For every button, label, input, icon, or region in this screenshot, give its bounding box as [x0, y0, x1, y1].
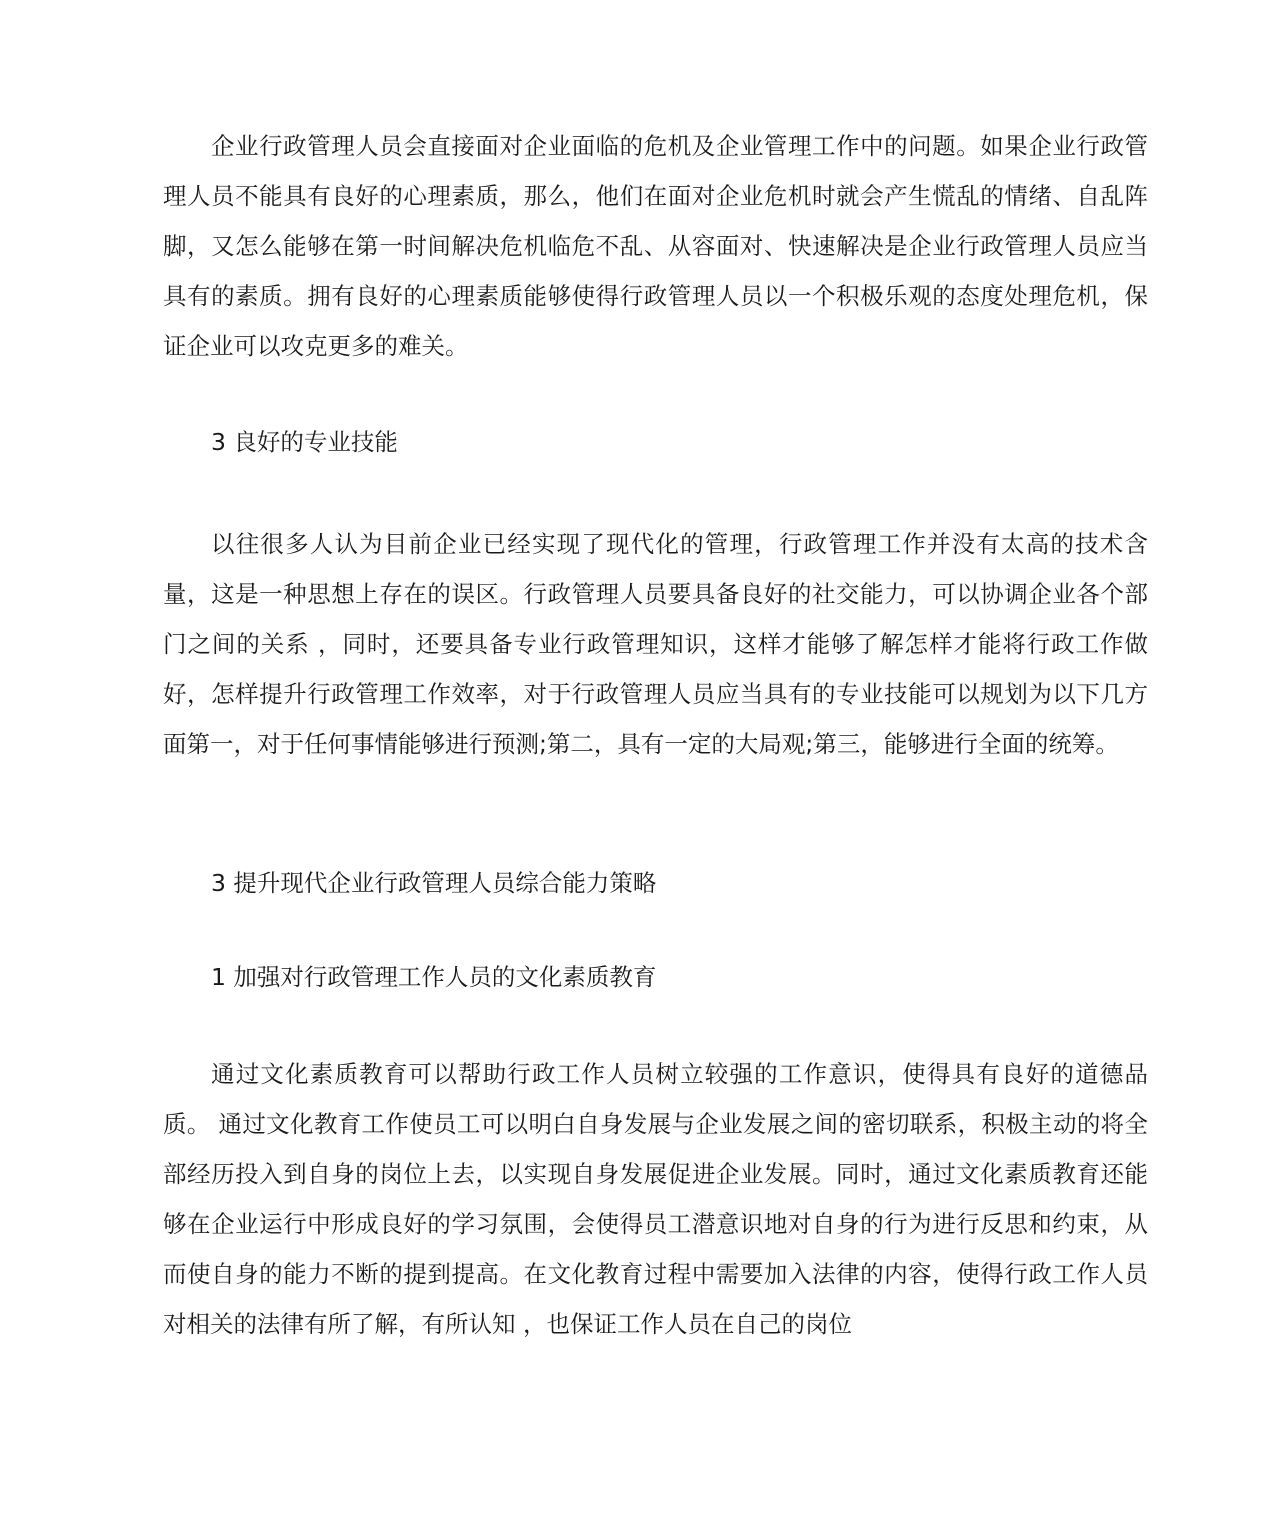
- paragraph-professional-skills: 以往很多人认为目前企业已经实现了现代化的管理，行政管理工作并没有太高的技术含量，这是一种思想上存在的误区。行政管理人员要具备良好的社交能力，可以协调企业各个部门之间的关系 ，同时，还要具备专业行政管理知识，这样才能够了解怎样才能将行政工作做好，怎样提升行政管理工作效率，对于行政管理人员应当具有的专业技能可以规划为以下几方面第一，对于任何事情能够进行预测;第二，具有一定的大局观;第三，能够进行全面的统筹。: [163, 530, 1148, 758]
- paragraph-psychological-quality: 企业行政管理人员会直接面对企业面临的危机及企业管理工作中的问题。如果企业行政管理人员不能具有良好的心理素质，那么，他们在面对企业危机时就会产生慌乱的情绪、自乱阵脚，又怎么能够在第一时间解决危机临危不乱、从容面对、快速解决是企业行政管理人员应当具有的素质。拥有良好的心理素质能够使得行政管理人员以一个积极乐观的态度处理危机，保证企业可以攻克更多的难关。: [163, 132, 1148, 360]
- paragraph-cultural-education: 通过文化素质教育可以帮助行政工作人员树立较强的工作意识，使得具有良好的道德品质。 通过文化教育工作使员工可以明白自身发展与企业发展之间的密切联系，积极主动的将全部经历投入到自身的岗位上去，以实现自身发展促进企业发展。同时，通过文化素质教育还能够在企业运行中形成良好的学习氛围，会使得员工潜意识地对自身的行为进行反思和约束，从而使自身的能力不断的提到提高。在文化教育过程中需要加入法律的内容，使得行政工作人员对相关的法律有所了解，有所认知 ，也保证工作人员在自己的岗位: [163, 1060, 1148, 1338]
- subsection-heading-cultural-education: 1 加强对行政管理工作人员的文化素质教育: [211, 963, 657, 991]
- section-heading-professional-skills: 3 良好的专业技能: [211, 428, 398, 456]
- section-heading-strategies: 3 提升现代企业行政管理人员综合能力策略: [211, 869, 657, 897]
